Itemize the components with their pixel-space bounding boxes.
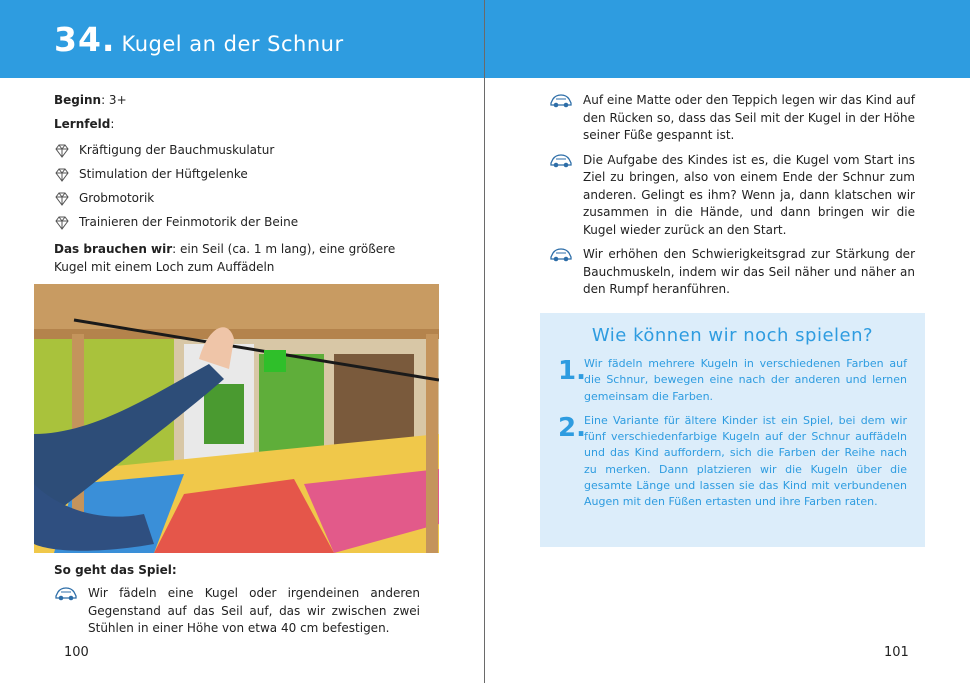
tip-text: Wir fädeln mehrere Kugeln in verschiedenen Farben auf die Schnur, bewegen eine nach der anderen und lernen gemeinsam die Farben. — [584, 357, 907, 403]
list-item-text: Kräftigung der Bauchmuskulatur — [79, 143, 275, 158]
list-item-text: Stimulation der Hüftgelenke — [79, 167, 248, 182]
beginn-label: Beginn — [54, 93, 102, 107]
needs-paragraph — [54, 241, 420, 276]
lernfeld-list — [54, 139, 420, 235]
step-item — [549, 152, 915, 240]
needs-label: Das brauchen wir — [54, 242, 173, 256]
step-text: Wir erhöhen den Schwierigkeitsgrad zur Stärkung der Bauchmuskeln, indem wir das Seil näher und näher an den Rumpf heranführen. — [583, 247, 915, 296]
tip-text: Eine Variante für ältere Kinder ist ein Spiel, bei dem wir fünf verschiedenfarbige Kugeln auf der Schnur auffädeln und das Kind auffordern, sich die Farben der Reihe nach zu merken. Dann platzieren wir die Kugeln über die gesamte Länge und lassen sie das Kind mit verbundenen Augen mit den Füßen ertasten und ihre Farben raten. — [584, 413, 907, 509]
list-item-text: Grobmotorik — [79, 191, 155, 206]
tip-number: 1. — [558, 356, 586, 386]
title-number: 34. — [54, 20, 116, 59]
game-heading — [54, 563, 177, 577]
car-icon — [549, 248, 573, 262]
car-icon — [549, 94, 573, 108]
page-number-left: 100 — [64, 645, 89, 660]
list-item-text: Trainieren der Feinmotorik der Beine — [79, 215, 299, 230]
right-column — [549, 92, 915, 306]
beginn-line — [54, 92, 420, 110]
step-item — [549, 92, 915, 145]
list-item — [54, 163, 420, 187]
diamond-icon — [54, 192, 70, 206]
diamond-icon — [54, 168, 70, 182]
lernfeld-colon: : — [110, 116, 115, 131]
page-title — [54, 20, 344, 64]
car-icon — [54, 587, 78, 601]
diamond-icon — [54, 216, 70, 230]
child-table-illustration — [34, 284, 439, 553]
tip-box — [540, 313, 925, 547]
tip-item — [558, 356, 907, 405]
activity-photo — [34, 284, 439, 553]
step-text: Wir fädeln eine Kugel oder irgendeinen anderen Gegenstand auf das Seil auf, das wir zwischen zwei Stühlen in einer Höhe von etwa 40 cm befestigen. — [88, 586, 420, 635]
step-text: Auf eine Matte oder den Teppich legen wir das Kind auf den Rücken so, dass das Seil mit der Kugel in der Höhe seiner Füße gespannt ist. — [583, 93, 915, 142]
lernfeld-line — [54, 116, 420, 134]
step-item — [549, 246, 915, 299]
car-icon — [549, 154, 573, 168]
lernfeld-label: Lernfeld — [54, 116, 111, 131]
title-text: Kugel an der Schnur — [121, 32, 344, 56]
tip-item — [558, 413, 907, 511]
diamond-icon — [54, 144, 70, 158]
step-text: Die Aufgabe des Kindes ist es, die Kugel vom Start ins Ziel zu bringen, also von einem Ende der Schnur zum anderen. Gelingt es ihm? Wenn ja, dann klatschen wir zusammen in die Hände, und dann bringen wir die Kugel wieder zurück an den Start. — [583, 152, 915, 237]
left-steps — [54, 585, 420, 638]
page-number-right: 101 — [884, 645, 909, 660]
list-item — [54, 211, 420, 235]
page-divider — [484, 0, 485, 683]
beginn-value: : 3+ — [101, 93, 127, 107]
list-item — [54, 139, 420, 163]
step-item — [54, 585, 420, 638]
tip-number: 2. — [558, 412, 586, 443]
needs-text: : ein Seil (ca. 1 m lang), eine größere Kugel mit einem Loch zum Auffädeln — [54, 242, 396, 274]
tip-title: Wie können wir noch spielen? — [591, 325, 874, 346]
game-label: So geht das Spiel — [54, 563, 172, 577]
game-colon: : — [171, 563, 177, 577]
left-column — [54, 92, 420, 276]
list-item — [54, 187, 420, 211]
